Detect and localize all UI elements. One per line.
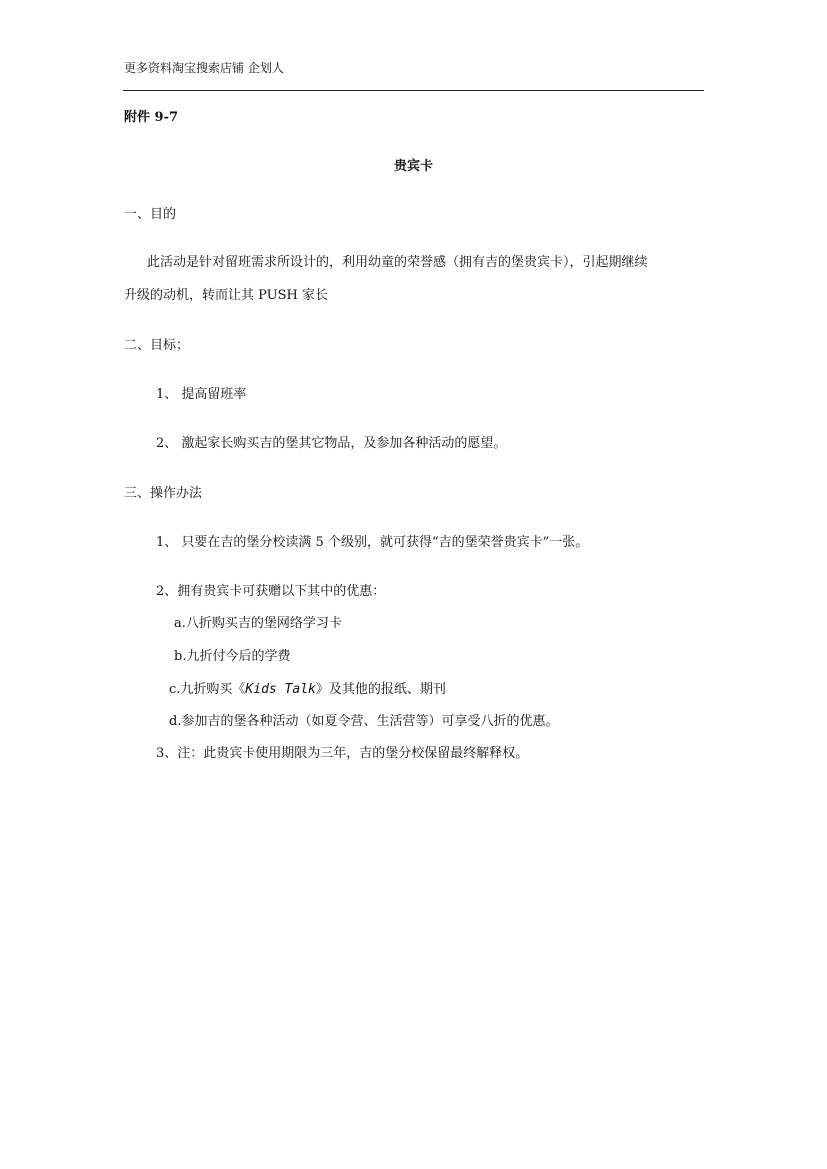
benefit-d: d.参加吉的堡各种活动（如夏令营、生活营等）可享受八折的优惠。 bbox=[169, 714, 559, 729]
goal-item-2: 2、 激起家长购买吉的堡其它物品，及参加各种活动的愿望。 bbox=[156, 436, 507, 451]
section-goals-heading: 二、目标； bbox=[124, 338, 190, 353]
benefit-a: a.八折购买吉的堡网络学习卡 bbox=[174, 616, 342, 631]
attachment-label: 附件 9-7 bbox=[124, 110, 179, 125]
document-title: 贵宾卡 bbox=[393, 159, 433, 174]
benefit-c bbox=[169, 682, 446, 698]
benefit-c-suffix: 》及其他的报纸、期刊 bbox=[315, 682, 446, 697]
method-item-2: 2、拥有贵宾卡可获赠以下其中的优惠： bbox=[156, 584, 386, 599]
page-header-text: 更多资料淘宝搜索店铺 企划人 bbox=[124, 61, 284, 75]
purpose-paragraph-line-2: 升级的动机，转而让其 PUSH 家长 bbox=[124, 288, 328, 303]
method-item-1: 1、 只要在吉的堡分校读满 5 个级别，就可获得“吉的堡荣誉贵宾卡”一张。 bbox=[156, 535, 589, 550]
section-purpose-heading: 一、目的 bbox=[124, 207, 177, 222]
goal-item-1: 1、 提高留班率 bbox=[156, 387, 247, 402]
benefit-b: b.九折付今后的学费 bbox=[174, 649, 291, 664]
purpose-paragraph-line-1: 此活动是针对留班需求所设计的，利用幼童的荣誉感（拥有吉的堡贵宾卡），引起期继续 bbox=[147, 255, 648, 270]
method-item-3-note: 3、注：此贵宾卡使用期限为三年，吉的堡分校保留最终解释权。 bbox=[156, 746, 529, 761]
benefit-c-prefix: c.九折购买《 bbox=[169, 682, 246, 697]
section-method-heading: 三、操作办法 bbox=[124, 486, 203, 501]
benefit-c-magazine-name: Kids Talk bbox=[245, 682, 316, 697]
header-divider bbox=[123, 90, 704, 91]
